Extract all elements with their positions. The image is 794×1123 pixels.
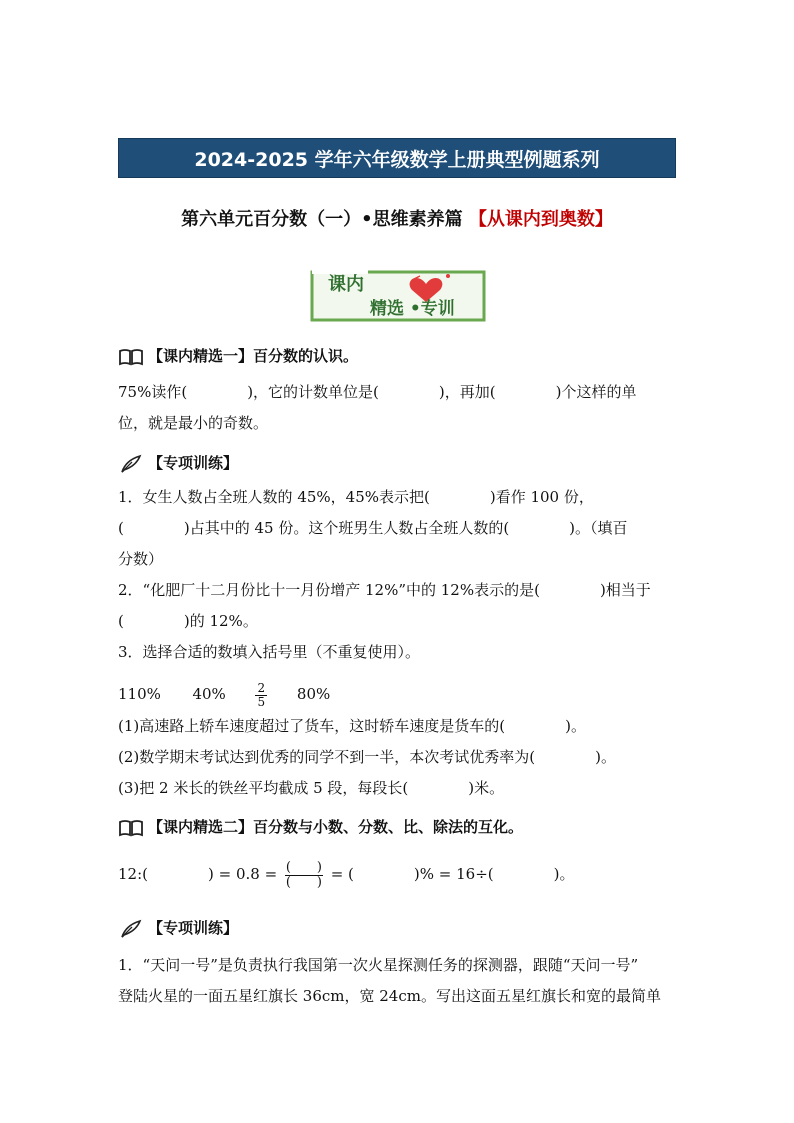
quill-pen-icon bbox=[118, 454, 144, 474]
practice1-line: 2．“化肥厂十二月份比十一月份增产 12%”中的 12%表示的是( )相当于 bbox=[118, 581, 651, 599]
practice1-line: ( )占其中的 45 份。这个班男生人数占全班人数的( )。（填百 bbox=[118, 519, 628, 537]
practice2-heading-text: 【专项训练】 bbox=[148, 919, 239, 937]
section-badge bbox=[308, 262, 488, 324]
conversion-equation bbox=[118, 858, 678, 890]
quill-pen-icon bbox=[118, 919, 144, 939]
section1-heading-text: 【课内精选一】百分数的认识。 bbox=[148, 347, 359, 365]
fraction-numerator: 2 bbox=[257, 680, 266, 695]
section1-question-line2: 位，就是最小的奇数。 bbox=[118, 414, 269, 432]
book-icon bbox=[118, 819, 144, 837]
choice-option-fraction bbox=[255, 682, 267, 709]
section1-question-line1: 75%读作( )，它的计数单位是( )，再加( )个这样的单 bbox=[118, 383, 637, 401]
book-icon bbox=[118, 348, 144, 366]
unit-title-accent: 【从课内到奥数】 bbox=[468, 209, 613, 230]
unit-title bbox=[0, 205, 794, 231]
banner-title: 2024-2025 学年六年级数学上册典型例题系列 bbox=[194, 148, 600, 171]
section1-heading bbox=[118, 346, 678, 366]
practice1-line: 1．女生人数占全班人数的 45%，45%表示把( )看作 100 份， bbox=[118, 488, 594, 506]
equation-fraction-numerator: ( ) bbox=[285, 859, 323, 875]
practice2-line: 登陆火星的一面五星红旗长 36cm，宽 24cm。写出这面五星红旗长和宽的最简单 bbox=[118, 987, 661, 1005]
practice1-heading-text: 【专项训练】 bbox=[148, 454, 239, 472]
choice-option: 40% bbox=[192, 685, 226, 703]
section2-heading bbox=[118, 817, 678, 837]
practice2-line: 1．“天问一号”是负责执行我国第一次火星探测任务的探测器，跟随“天问一号” bbox=[118, 956, 639, 974]
practice1-subquestion: (1)高速路上轿车速度超过了货车，这时轿车速度是货车的( )。 bbox=[118, 717, 586, 735]
choice-options bbox=[118, 680, 678, 709]
practice1-heading bbox=[118, 453, 678, 474]
badge-frame-icon bbox=[308, 262, 488, 324]
practice2-heading bbox=[118, 918, 678, 939]
unit-title-main: 第六单元百分数（一）•思维素养篇 bbox=[181, 209, 469, 230]
equation-left: 12:( ) = 0.8 = bbox=[118, 865, 278, 883]
practice1-subquestion: (3)把 2 米长的铁丝平均截成 5 段，每段长( )米。 bbox=[118, 779, 505, 797]
series-banner bbox=[118, 138, 676, 178]
choice-option: 110% bbox=[118, 685, 161, 703]
equation-fraction-denominator: ( ) bbox=[285, 874, 323, 890]
equation-right: = ( )% = 16÷( )。 bbox=[330, 865, 575, 883]
badge-line2: 精选 •专训 bbox=[370, 299, 455, 319]
choice-option: 80% bbox=[296, 685, 331, 703]
practice1-line: ( )的 12%。 bbox=[118, 612, 258, 630]
fraction-denominator: 5 bbox=[257, 694, 266, 709]
practice1-line: 分数） bbox=[118, 550, 164, 568]
equation-fraction bbox=[285, 861, 323, 890]
practice1-subquestion: (2)数学期末考试达到优秀的同学不到一半，本次考试优秀率为( )。 bbox=[118, 748, 616, 766]
badge-line1: 课内 bbox=[328, 274, 364, 295]
section2-heading-text: 【课内精选二】百分数与小数、分数、比、除法的互化。 bbox=[148, 818, 524, 836]
practice1-line: 3．选择合适的数填入括号里（不重复使用）。 bbox=[118, 643, 421, 661]
